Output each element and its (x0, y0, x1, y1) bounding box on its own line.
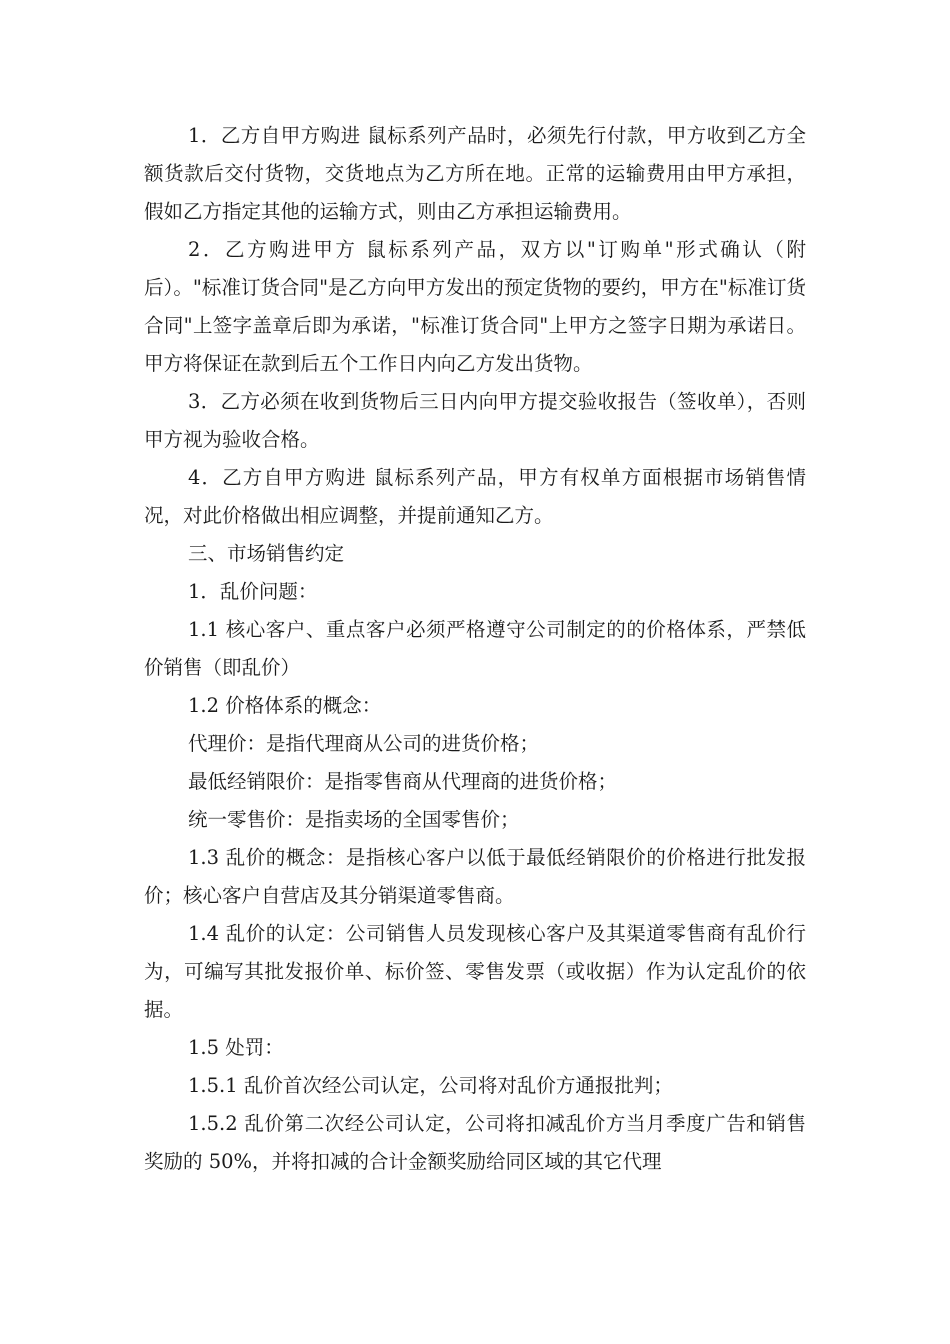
paragraph-1-5: 1.5 处罚： (188, 1036, 284, 1059)
paragraph-payment-terms: 1．乙方自甲方购进 鼠标系列产品时，必须先行付款，甲方收到乙方全额货款后交付货物，交货地点为乙方所在地。正常的运输费用由甲方承担，假如乙方指定其他的运输方式，则由乙方承担运输费用。 (144, 124, 806, 223)
paragraph-retail-price: 统一零售价：是指卖场的全国零售价； (188, 808, 520, 831)
paragraph-1-3: 1.3 乱价的概念：是指核心客户以低于最低经销限价的价格进行批发报价；核心客户自营店及其分销渠道零售商。 (144, 846, 806, 907)
paragraph-acceptance-report: 3．乙方必须在收到货物后三日内向甲方提交验收报告（签收单），否则甲方视为验收合格。 (144, 390, 806, 451)
paragraph-1-5-1: 1.5.1 乱价首次经公司认定，公司将对乱价方通报批判； (188, 1074, 673, 1097)
document-body (144, 117, 806, 1181)
paragraph-1-4: 1.4 乱价的认定：公司销售人员发现核心客户及其渠道零售商有乱价行为，可编写其批发报价单、标价签、零售发票（或收据）作为认定乱价的依据。 (144, 922, 806, 1021)
paragraph-1-1: 1.1 核心客户、重点客户必须严格遵守公司制定的的价格体系，严禁低价销售（即乱价） (144, 618, 806, 679)
section-heading-market-sales: 三、市场销售约定 (188, 542, 345, 565)
paragraph-1-5-2: 1.5.2 乱价第二次经公司认定，公司将扣减乱价方当月季度广告和销售奖励的 50%，并将扣减的合计金额奖励给同区域的其它代理 (144, 1112, 806, 1173)
paragraph-price-disorder-heading: 1．乱价问题： (188, 580, 318, 603)
paragraph-order-confirmation: 2．乙方购进甲方 鼠标系列产品，双方以"订购单"形式确认（附后）。"标准订货合同"是乙方向甲方发出的预定货物的要约，甲方在"标准订货合同"上签字盖章后即为承诺，"标准订货合同"上甲方之签字日期为承诺日。甲方将保证在款到后五个工作日内向乙方发出货物。 (144, 238, 806, 375)
paragraph-price-adjustment: 4．乙方自甲方购进 鼠标系列产品，甲方有权单方面根据市场销售情况，对此价格做出相应调整，并提前通知乙方。 (144, 466, 806, 527)
paragraph-minimum-price: 最低经销限价：是指零售商从代理商的进货价格； (188, 770, 618, 793)
paragraph-1-2: 1.2 价格体系的概念： (188, 694, 382, 717)
paragraph-agent-price: 代理价：是指代理商从公司的进货价格； (188, 732, 540, 755)
